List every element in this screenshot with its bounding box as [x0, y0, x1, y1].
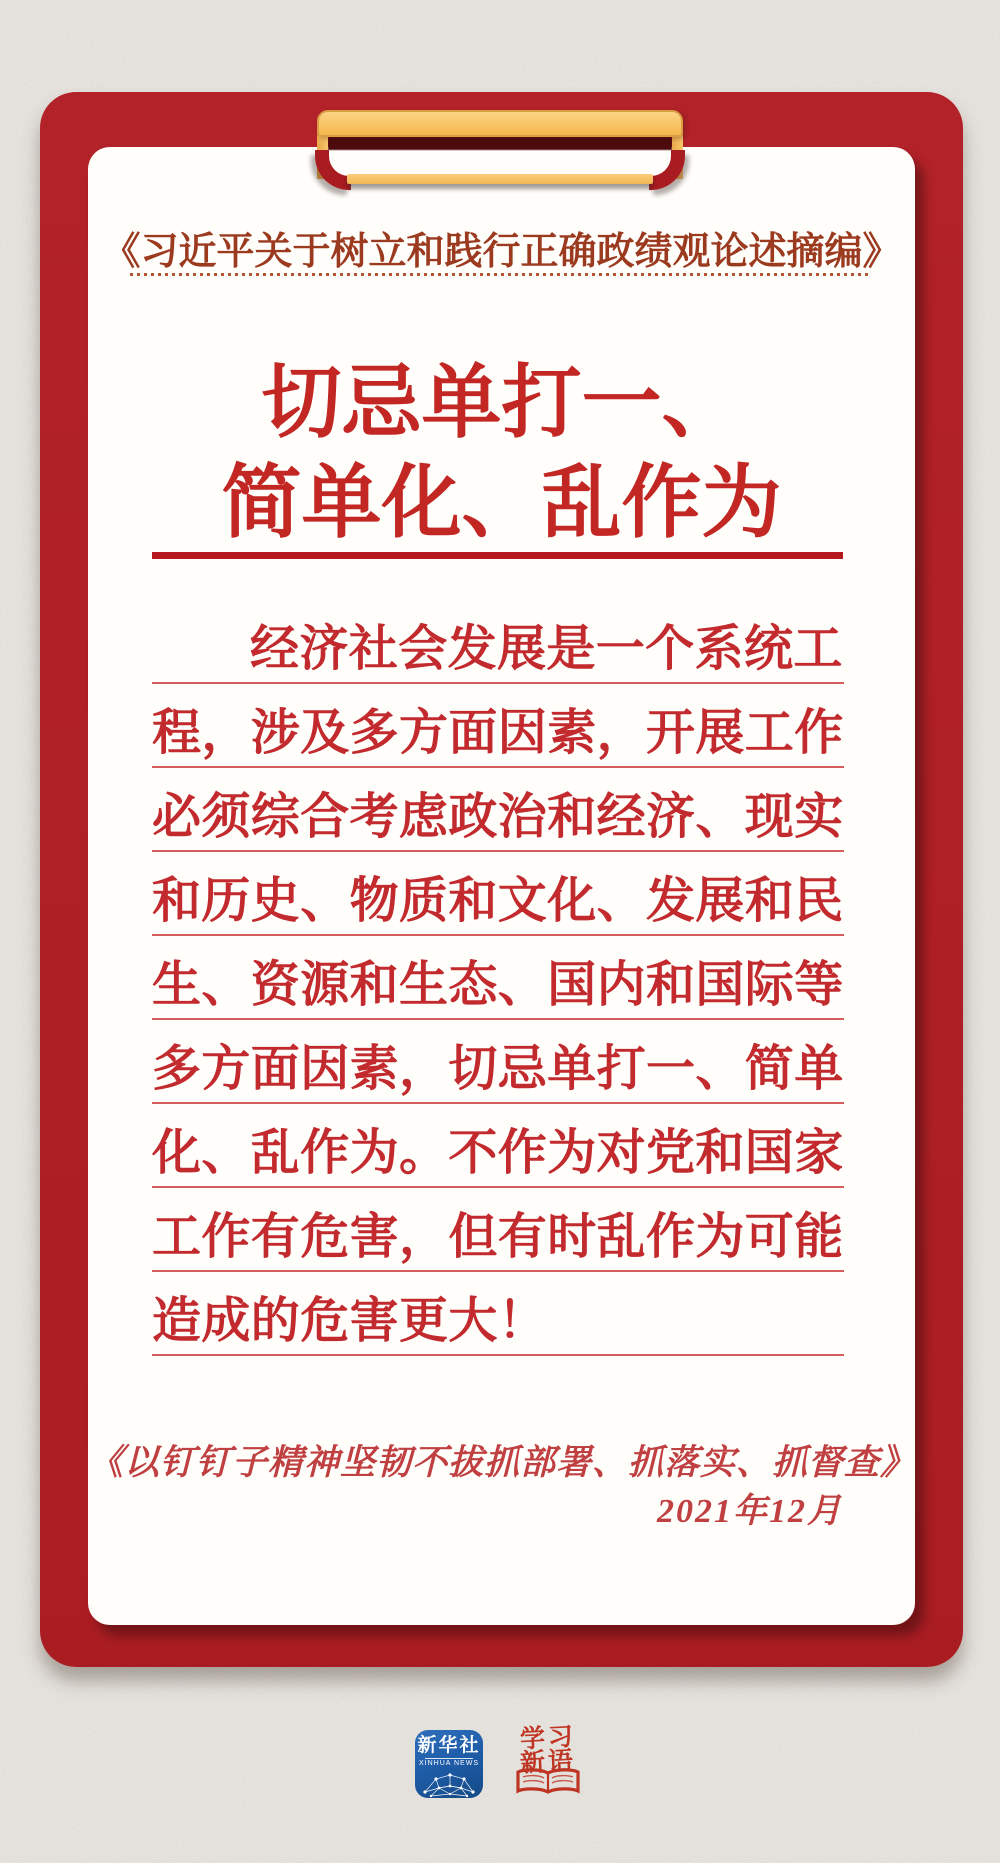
headline-underline — [152, 552, 843, 559]
dotted-divider — [130, 273, 872, 276]
body-line: 和历史、物质和文化、发展和民 — [152, 852, 844, 936]
body-line: 必须综合考虑政治和经济、现实 — [152, 768, 844, 852]
network-constellation-icon — [419, 1770, 479, 1798]
xinhua-logo-divider — [425, 1758, 473, 1759]
xinhua-news-app-icon — [415, 1730, 483, 1798]
headline-line-2: 简单化、乱作为 — [221, 458, 782, 547]
body-line: 造成的危害更大！ — [152, 1272, 844, 1356]
xuexi-xinyu-seal — [512, 1722, 584, 1800]
clip-top-bar — [317, 110, 683, 137]
xuexi-seal-line-2: 新语 — [519, 1746, 577, 1778]
body-line: 生、资源和生态、国内和国际等 — [152, 936, 844, 1020]
xinhua-logo-en-label: XINHUA NEWS — [418, 1760, 479, 1767]
body-line: 工作有危害，但有时乱作为可能 — [152, 1188, 844, 1272]
clip-corner-left — [315, 150, 351, 190]
body-line: 经济社会发展是一个系统工 — [152, 600, 844, 684]
headline-line-1: 切忌单打一、 — [261, 358, 742, 447]
xinhua-logo-cn-label: 新华社 — [417, 1735, 481, 1756]
body-line: 多方面因素，切忌单打一、简单 — [152, 1020, 844, 1104]
body-line: 程，涉及多方面因素，开展工作 — [152, 684, 844, 768]
body-line: 化、乱作为。不作为对党和国家 — [152, 1104, 844, 1188]
quote-body — [152, 600, 844, 1356]
clip-shadow — [328, 137, 672, 150]
paper-sheet — [88, 147, 915, 1625]
citation-source: 《以钉钉子精神坚韧不拔抓部署、抓落实、抓督查》 — [88, 1443, 917, 1482]
xuexi-seal-line-1: 学习 — [519, 1722, 577, 1754]
clip-corner-right — [649, 150, 685, 190]
clipboard-board — [40, 92, 963, 1667]
clip-bottom-bar — [347, 174, 653, 184]
citation-date: 2021年12月 — [657, 1493, 843, 1530]
source-book-title: 《习近平关于树立和践行正确政绩观论述摘编》 — [102, 231, 901, 273]
clipboard-clip — [317, 110, 683, 196]
